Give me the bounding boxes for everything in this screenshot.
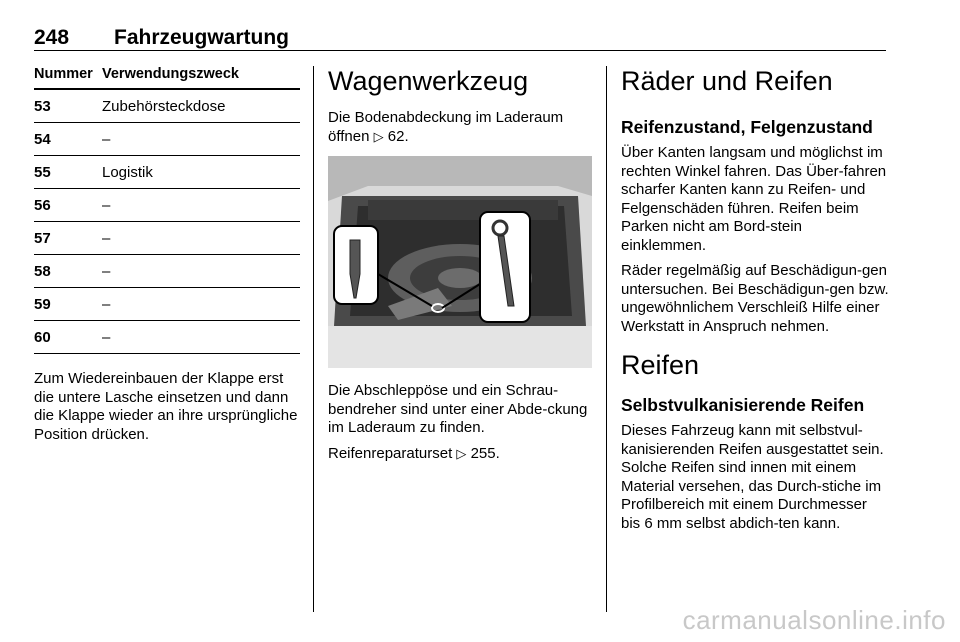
chapter-title: Fahrzeugwartung [114,26,290,49]
fuse-number: 54 [34,123,102,156]
section-title-tires: Reifen [621,350,700,380]
repair-kit-ref: 255. [470,444,500,462]
fuse-usage: – [102,123,300,156]
wheels-column [621,66,889,540]
fuse-usage: Zubehörsteckdose [102,89,300,123]
subsection-title-selfsealing: Selbstvulkanisierende Reifen [621,395,865,415]
fuse-usage: – [102,288,300,321]
column-header-number: Nummer [34,66,102,89]
subsection-title-condition: Reifenzustand, Felgenzustand [621,117,873,137]
tools-intro [328,109,594,146]
table-row [34,89,300,123]
tools-intro-ref: 62. [387,127,409,145]
section-title-tools: Wagenwerkzeug [328,66,529,96]
tools-caption: Die Abschleppöse und ein Schrau-bendreher sind unter einer Abde-ckung im Laderaum zu finden. [328,382,588,436]
selfsealing-paragraph: Dieses Fahrzeug kann mit selbstvul-kanisierenden Reifen ausgestattet sein. Solche Reifen sind innen mit einem Material versehen, das Durch-stiche im Profilbereich mit einem Durchmesser bis 6 mm selbst abdich-ten kann. [621,422,884,532]
fuse-number: 56 [34,189,102,222]
fuse-column [34,66,300,444]
fuse-number: 53 [34,89,102,123]
fuse-table [34,66,300,354]
tools-intro-text: Die Bodenabdeckung im Laderaum öffnen [328,109,564,145]
fuse-number: 59 [34,288,102,321]
table-row [34,288,300,321]
cargo-area-figure [328,156,592,368]
repair-kit-text: Reifenreparaturset [328,444,453,462]
condition-paragraph-1: Über Kanten langsam und möglichst im rechten Winkel fahren. Das Über-fahren scharfer Kanten kann zu Reifen- und Felgenschäden führen. Reifen beim Parken nicht am Bord-stein einklemmen. [621,144,887,254]
tools-caption-block [328,382,594,470]
table-row [34,222,300,255]
reference-arrow-icon: ▷ [456,445,467,461]
fuse-number: 57 [34,222,102,255]
reinstall-note: Zum Wiedereinbauen der Klappe erst die untere Lasche einsetzen und dann die Klappe wieder an ihre ursprüngliche Position drücken. [34,370,298,443]
fuse-number: 55 [34,156,102,189]
fuse-usage: – [102,189,300,222]
column-divider [313,66,314,612]
table-row [34,156,300,189]
column-divider [606,66,607,612]
table-row [34,321,300,354]
fuse-usage: – [102,255,300,288]
page-number: 248 [34,26,70,49]
fuse-number: 58 [34,255,102,288]
reference-arrow-icon: ▷ [373,128,384,144]
repair-kit-line [328,445,594,464]
fuse-number: 60 [34,321,102,354]
fuse-usage: – [102,222,300,255]
table-row [34,123,300,156]
watermark: carmanualsonline.info [682,605,946,635]
condition-paragraph-2: Räder regelmäßig auf Beschädigun-gen untersuchen. Bei Beschädigun-gen bzw. ungewöhnlichem Verschleiß Hilfe einer Werkstatt in Anspruch nehmen. [621,262,889,335]
page-header [34,24,886,51]
column-header-usage: Verwendungszweck [102,66,300,89]
table-row [34,255,300,288]
section-title-wheels: Räder und Reifen [621,66,833,96]
table-row [34,189,300,222]
fuse-usage: – [102,321,300,354]
fuse-usage: Logistik [102,156,300,189]
tools-column [328,66,594,462]
